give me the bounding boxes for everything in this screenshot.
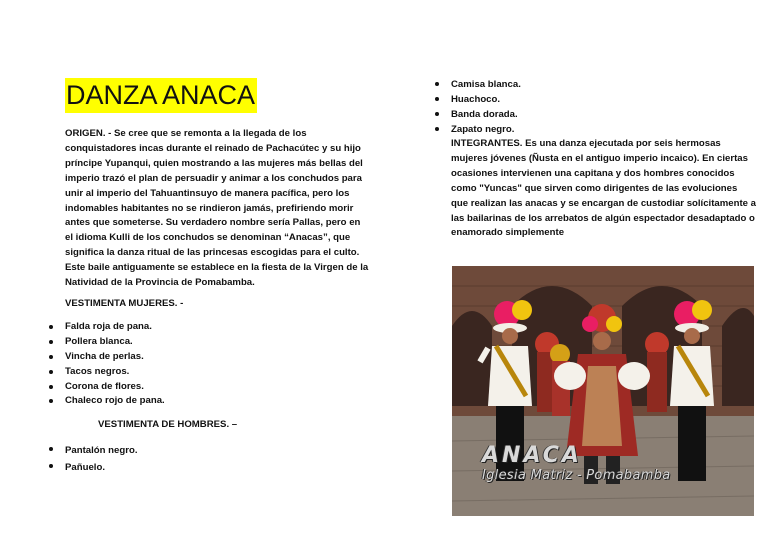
women-heading: VESTIMENTA MUJERES. -	[65, 297, 184, 309]
list-item: Huachoco.	[451, 92, 756, 107]
bullet-icon	[49, 399, 53, 403]
list-item: Banda dorada.	[451, 107, 756, 122]
bullet-icon	[435, 82, 439, 86]
bullet-icon	[49, 340, 53, 344]
left-column	[65, 78, 370, 476]
list-item: Pollera blanca.	[65, 335, 370, 350]
caption-title: ANACA	[482, 443, 582, 468]
list-item: Pañuelo.	[65, 459, 370, 476]
list-item: Vincha de perlas.	[65, 350, 370, 365]
bullet-icon	[435, 97, 439, 101]
caption-subtitle: Iglesia Matriz - Pomabamba	[482, 468, 671, 483]
integrantes-paragraph: INTEGRANTES. Es una danza ejecutada por seis hermosas mujeres jóvenes (Ñusta en el antiguo imperio incaico). En ciertas ocasiones intervienen una capitana y dos hombres conocidos como "Yuncas" que sirven como dirigentes de las evoluciones que realizan las anacas y se encargan de custodiar solícitamente a las bailarinas de los arrebatos de algún espectador desadaptado o enamorado simplemente	[451, 138, 757, 239]
women-clothing-list	[65, 320, 370, 409]
right-column	[451, 77, 756, 241]
bullet-icon	[49, 355, 53, 359]
bullet-icon	[49, 325, 53, 329]
list-item: Zapato negro.	[451, 122, 756, 137]
origin-paragraph: ORIGEN. - Se cree que se remonta a la llegada de los conquistadores incas durante el reinado de Pachacútec y su hijo príncipe Yupanqui, quien mostrando a las mujeres más bellas del imperio trazó el plan de persuadir y animar a los conchudos para unir al imperio del Tahuantinsuyo de manera pacífica, pero los indomables habitantes no se rindieron jamás, prefiriendo morir antes que someterse. Su verdadero nombre sería Pallas, pero en el idioma Kulli de los conchudos se denominan “Anacas”, que significa la danza ritual de las princesas escogidas para el culto. Este baile antiguamente se establece en la fiesta de la Virgen de la Natividad de la Provincia de Pomabamba.	[65, 128, 369, 289]
photo-caption	[482, 444, 671, 484]
bullet-icon	[435, 112, 439, 116]
list-item: Tacos negros.	[65, 365, 370, 380]
list-item: Camisa blanca.	[451, 77, 756, 92]
bullet-icon	[49, 447, 53, 451]
men-clothing-list-continued	[451, 77, 756, 137]
page-title: DANZA ANACA	[65, 78, 257, 113]
men-heading: VESTIMENTA DE HOMBRES. –	[98, 419, 238, 431]
bullet-icon	[49, 385, 53, 389]
list-item: Chaleco rojo de pana.	[65, 394, 370, 409]
bullet-icon	[49, 464, 53, 468]
dance-photo	[452, 266, 754, 516]
list-item: Corona de flores.	[65, 380, 370, 395]
men-clothing-list	[65, 442, 370, 476]
list-item: Pantalón negro.	[65, 442, 370, 459]
bullet-icon	[435, 127, 439, 131]
bullet-icon	[49, 370, 53, 374]
list-item: Falda roja de pana.	[65, 320, 370, 335]
